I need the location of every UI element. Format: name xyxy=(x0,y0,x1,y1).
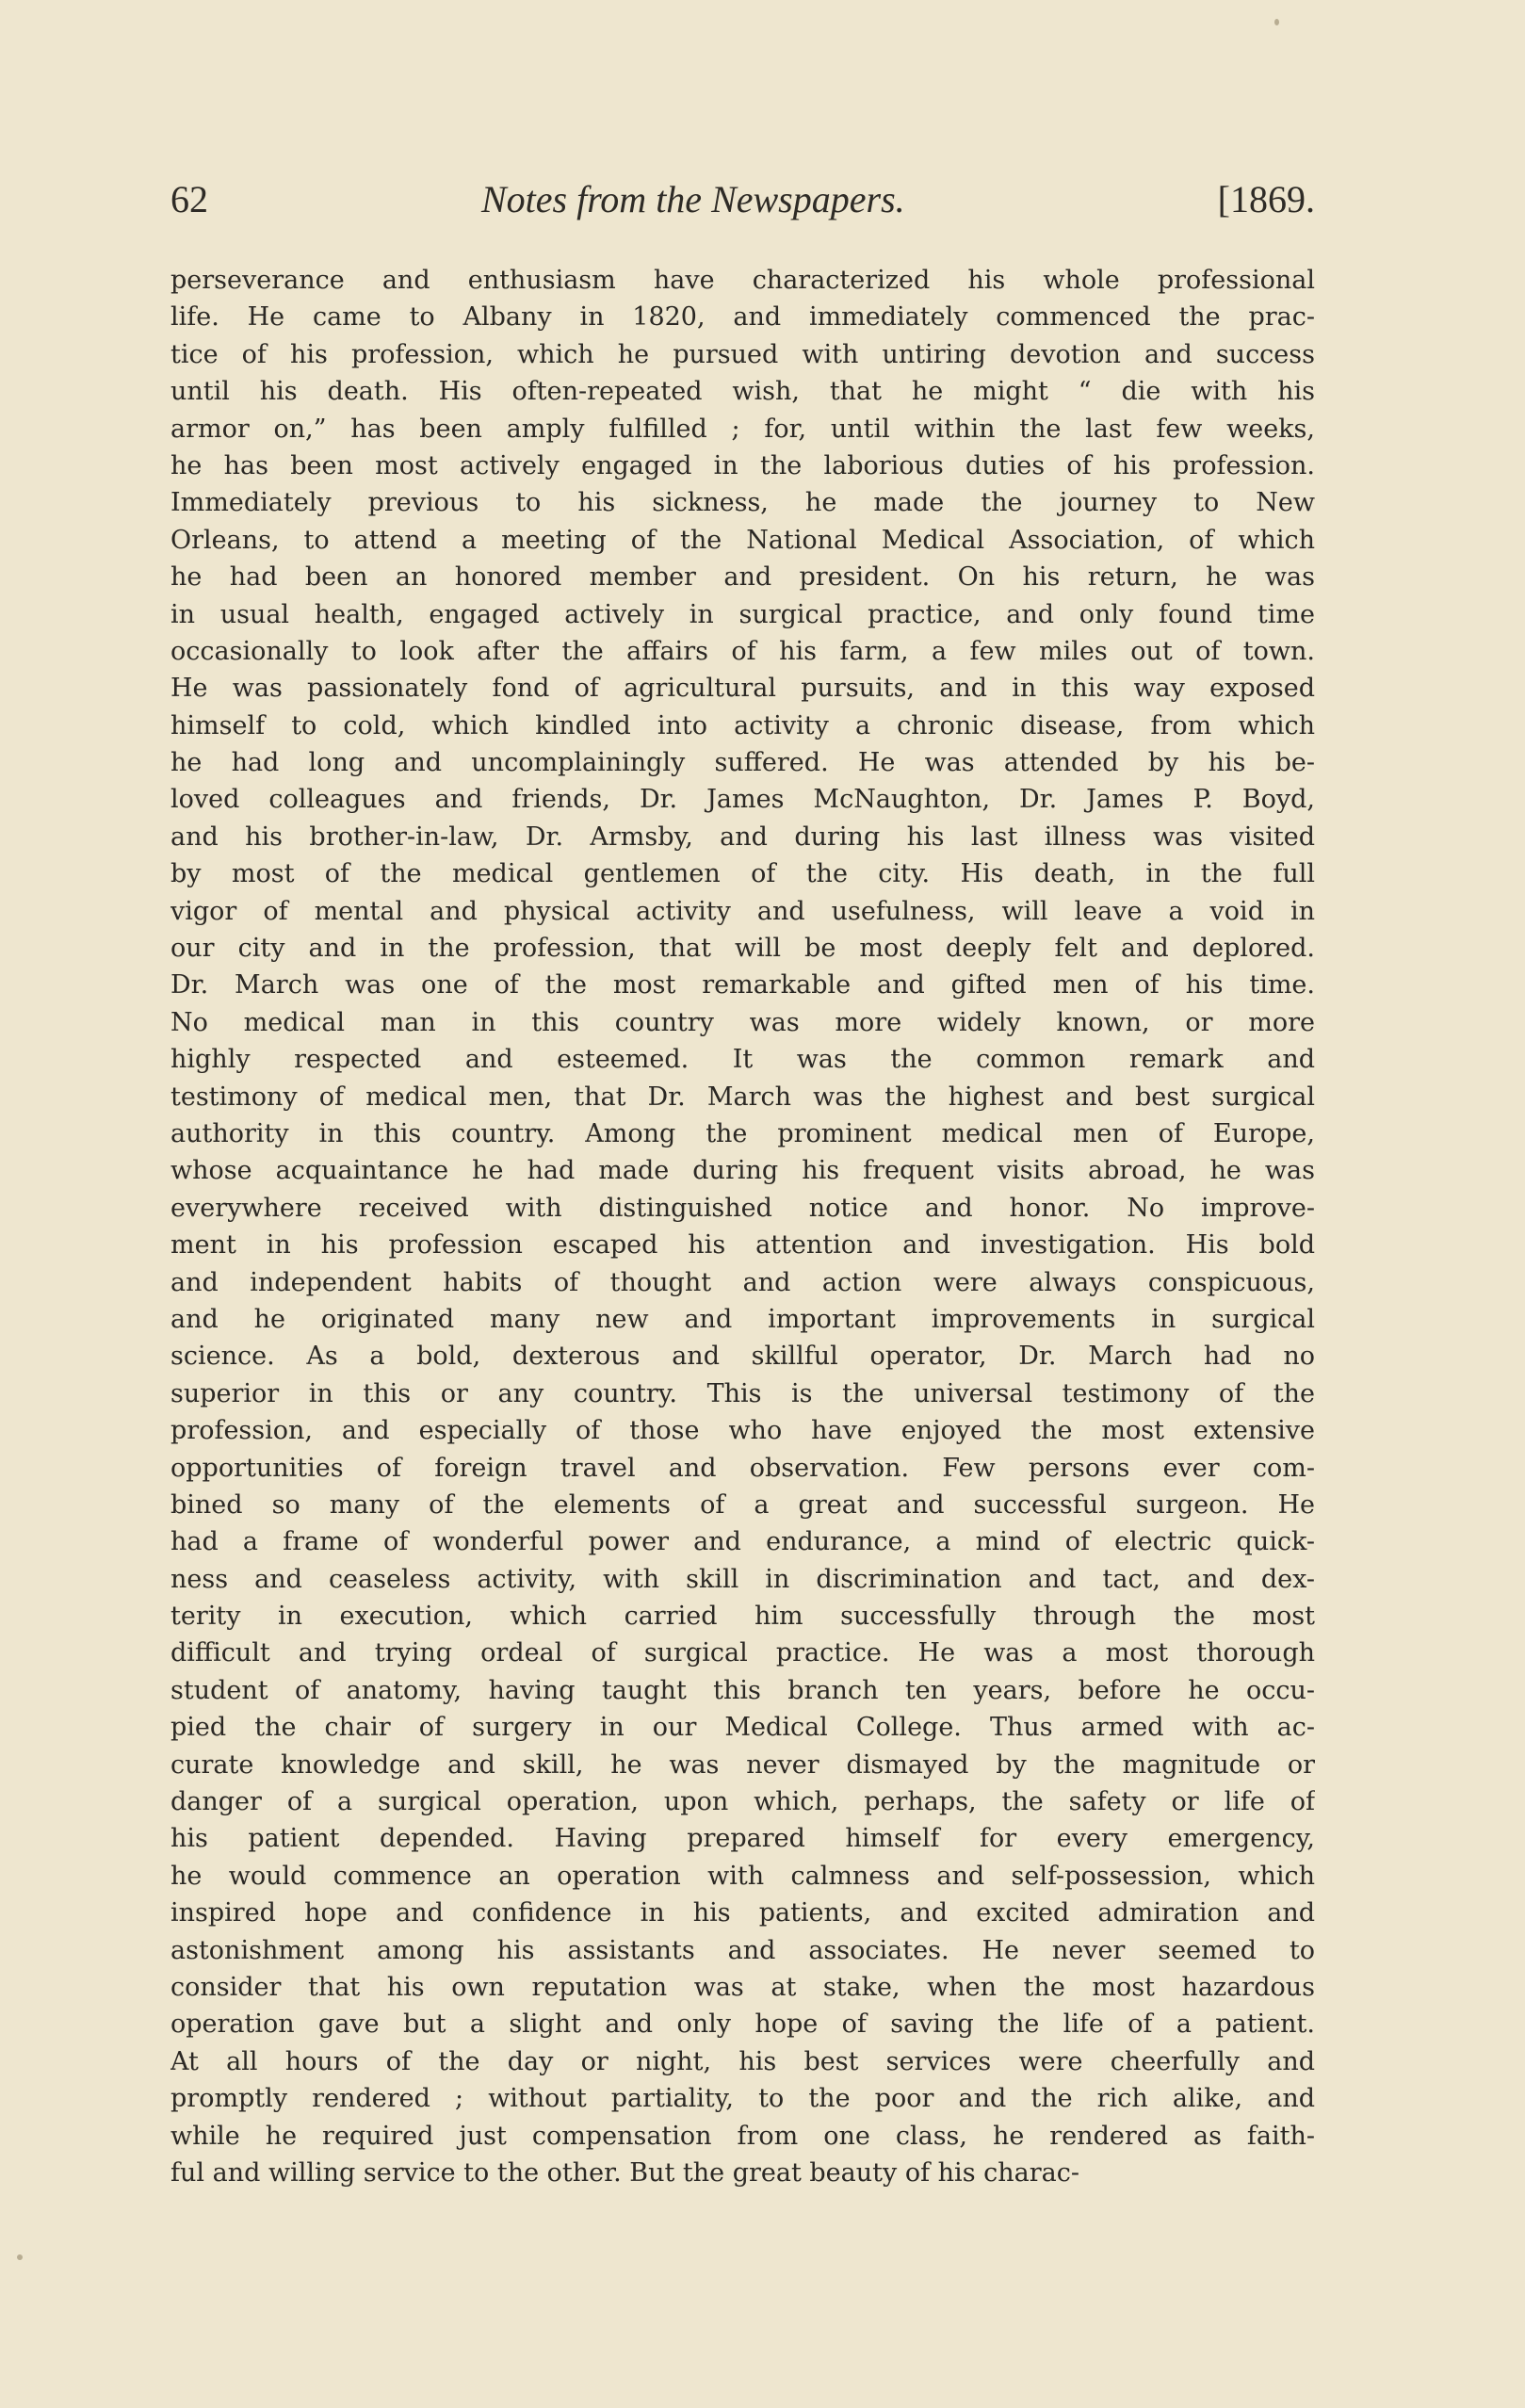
text-line: and his brother-in-law, Dr. Armsby, and during his last illness was visited xyxy=(170,822,1315,852)
text-line: science. As a bold, dexterous and skillful operator, Dr. March had no xyxy=(170,1342,1315,1372)
text-line: Dr. March was one of the most remarkable and gifted men of his time. xyxy=(170,970,1315,1001)
text-line: inspired hope and confidence in his patients, and excited admiration and xyxy=(170,1898,1315,1928)
text-line: whose acquaintance he had made during his frequent visits abroad, he was xyxy=(170,1156,1315,1186)
text-line: curate knowledge and skill, he was never dismayed by the magnitude or xyxy=(170,1749,1315,1780)
text-line: loved colleagues and friends, Dr. James McNaughton, Dr. James P. Boyd, xyxy=(170,785,1315,815)
text-line: testimony of medical men, that Dr. March was the highest and best surgical xyxy=(170,1082,1315,1112)
text-line: life. He came to Albany in 1820, and immediately commenced the prac- xyxy=(170,302,1315,333)
text-line: his patient depended. Having prepared himself for every emergency, xyxy=(170,1824,1315,1854)
text-line: everywhere received with distinguished notice and honor. No improve- xyxy=(170,1193,1315,1223)
text-line: by most of the medical gentlemen of the city. His death, in the full xyxy=(170,859,1315,889)
paper-speck xyxy=(1274,19,1279,25)
text-line: ness and ceaseless activity, with skill in discrimination and tact, and dex- xyxy=(170,1564,1315,1594)
text-line: and independent habits of thought and action were always conspicuous, xyxy=(170,1267,1315,1297)
text-line: Orleans, to attend a meeting of the National Medical Association, of which xyxy=(170,525,1315,555)
text-line: Immediately previous to his sickness, he made the journey to New xyxy=(170,488,1315,518)
text-line: perseverance and enthusiasm have characterized his whole professional xyxy=(170,266,1315,295)
text-line: armor on,” has been amply fulfilled ; for, until within the last few weeks, xyxy=(170,414,1315,444)
text-line: himself to cold, which kindled into activity a chronic disease, from which xyxy=(170,710,1315,740)
text-line: consider that his own reputation was at stake, when the most hazardous xyxy=(170,1972,1315,2002)
text-line: he had long and uncomplainingly suffered. He was attended by his be- xyxy=(170,748,1315,778)
paper-speck xyxy=(17,2254,23,2260)
text-line: danger of a surgical operation, upon which, perhaps, the safety or life of xyxy=(170,1787,1315,1817)
text-line: promptly rendered ; without partiality, to the poor and the rich alike, and xyxy=(170,2084,1315,2114)
text-line: he has been most actively engaged in the laborious duties of his profession. xyxy=(170,450,1315,480)
text-line: ment in his profession escaped his attention and investigation. His bold xyxy=(170,1230,1315,1261)
page-header xyxy=(170,177,1315,230)
text-line: At all hours of the day or night, his best services were cheerfully and xyxy=(170,2046,1315,2076)
text-line: authority in this country. Among the prominent medical men of Europe, xyxy=(170,1118,1315,1148)
text-line: and he originated many new and important improvements in surgical xyxy=(170,1304,1315,1334)
text-line: terity in execution, which carried him successfully through the most xyxy=(170,1602,1315,1632)
text-line: He was passionately fond of agricultural pursuits, and in this way exposed xyxy=(170,674,1315,704)
text-line: pied the chair of surgery in our Medical College. Thus armed with ac- xyxy=(170,1713,1315,1743)
running-title: Notes from the Newspapers. xyxy=(481,178,905,220)
text-line: vigor of mental and physical activity and usefulness, will leave a void in xyxy=(170,896,1315,926)
text-line: occasionally to look after the affairs of his farm, a few miles out of town. xyxy=(170,636,1315,666)
text-line: he would commence an operation with calmness and self-possession, which xyxy=(170,1861,1315,1891)
text-line: until his death. His often-repeated wish, that he might “ die with his xyxy=(170,377,1315,407)
page-number: 62 xyxy=(170,178,208,220)
text-line: operation gave but a slight and only hope of saving the life of a patient. xyxy=(170,2009,1315,2040)
text-line: ful and willing service to the other. But the great beauty of his charac- xyxy=(170,2157,1079,2188)
text-line: while he required just compensation from one class, he rendered as faith- xyxy=(170,2121,1315,2151)
text-line: opportunities of foreign travel and observation. Few persons ever com- xyxy=(170,1453,1315,1483)
text-line: tice of his profession, which he pursued with untiring devotion and success xyxy=(170,339,1315,369)
text-line: had a frame of wonderful power and endurance, a mind of electric quick- xyxy=(170,1527,1315,1557)
year-marker: [1869. xyxy=(1217,178,1315,220)
body-text xyxy=(170,262,1315,2191)
text-line: superior in this or any country. This is the universal testimony of the xyxy=(170,1378,1315,1408)
text-line: astonishment among his assistants and associates. He never seemed to xyxy=(170,1935,1315,1965)
text-line: student of anatomy, having taught this branch ten years, before he occu- xyxy=(170,1675,1315,1705)
text-line: he had been an honored member and president. On his return, he was xyxy=(170,562,1315,593)
text-line: bined so many of the elements of a great and successful surgeon. He xyxy=(170,1489,1315,1520)
text-line: in usual health, engaged actively in surgical practice, and only found time xyxy=(170,599,1315,629)
text-line: profession, and especially of those who have enjoyed the most extensive xyxy=(170,1416,1315,1446)
text-line: highly respected and esteemed. It was the common remark and xyxy=(170,1045,1315,1075)
text-line: No medical man in this country was more widely known, or more xyxy=(170,1007,1315,1037)
text-line: our city and in the profession, that will be most deeply felt and deplored. xyxy=(170,934,1315,964)
text-line: difficult and trying ordeal of surgical practice. He was a most thorough xyxy=(170,1638,1315,1668)
